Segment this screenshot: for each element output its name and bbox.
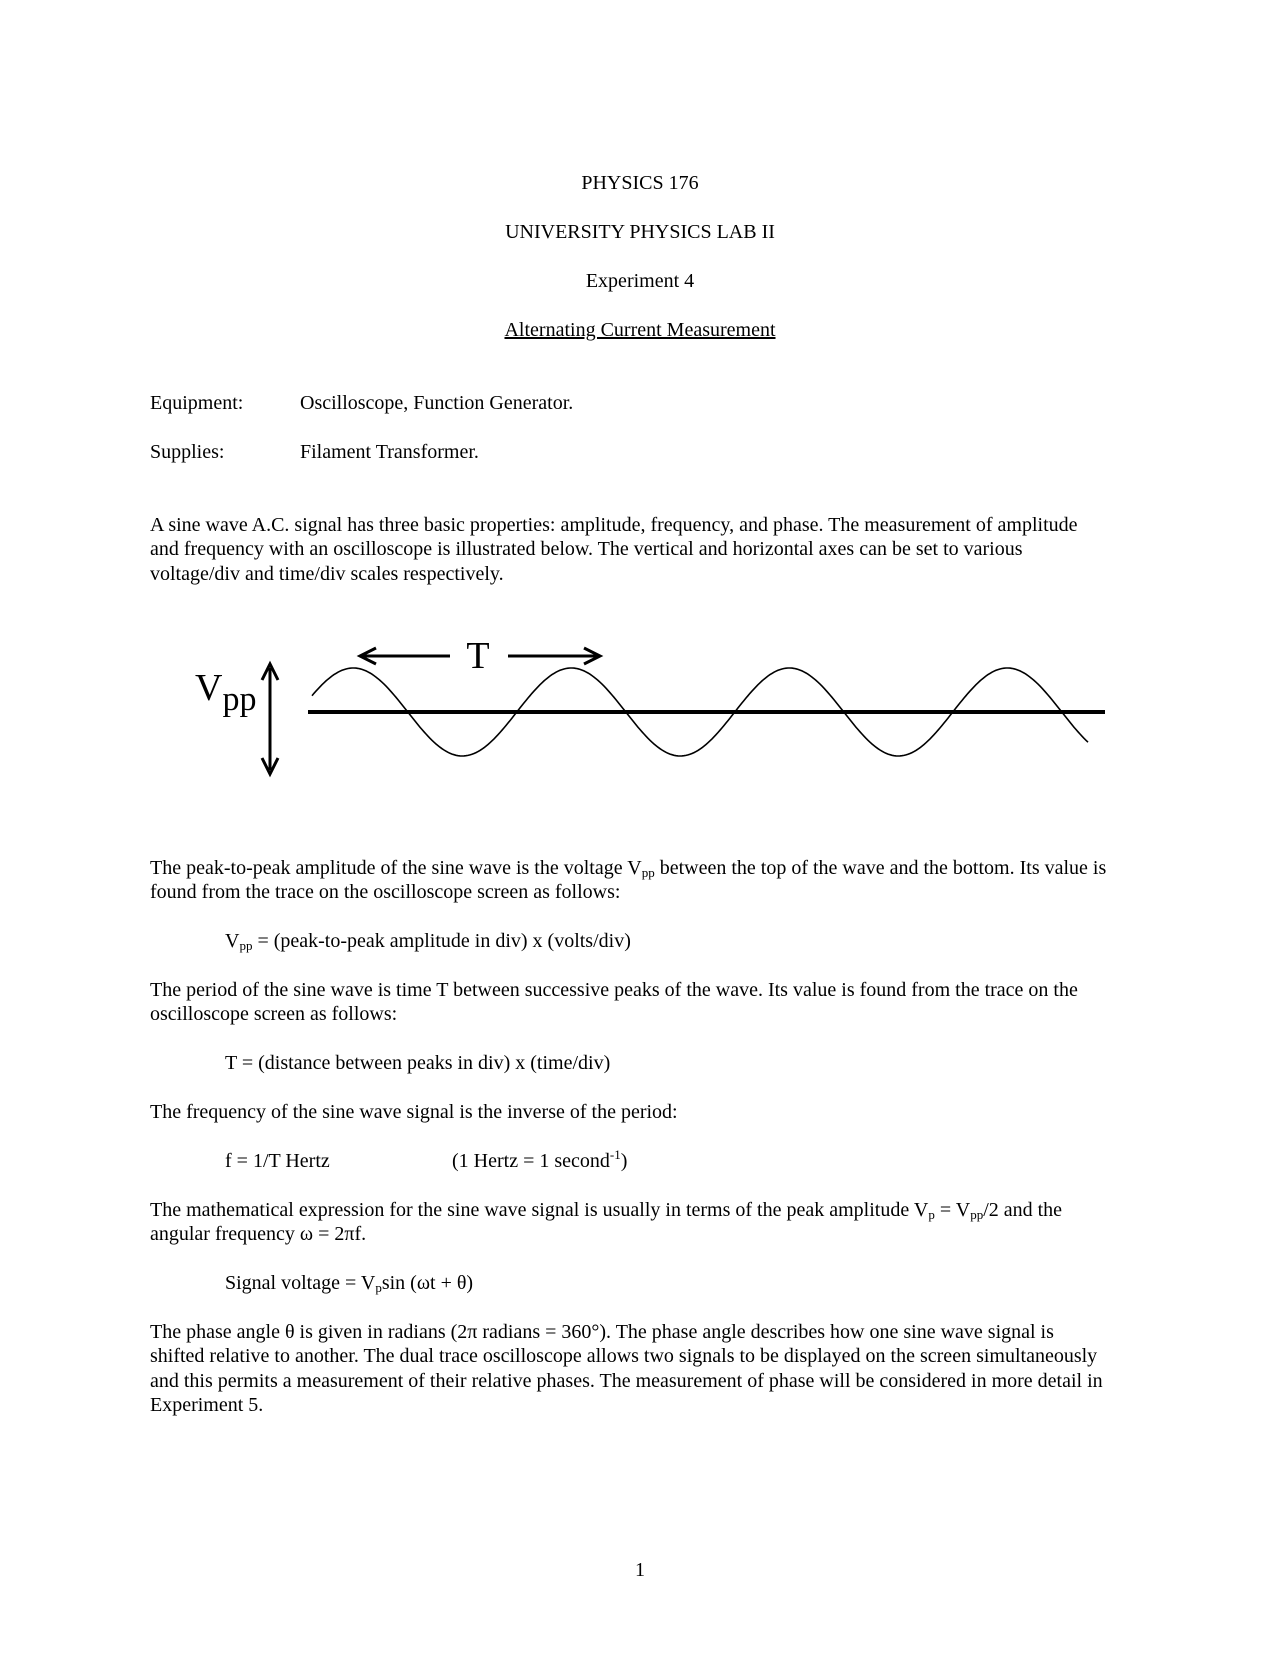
intro-paragraph: A sine wave A.C. signal has three basic properties: amplitude, frequency, and phase. The measurement of amplitude and frequency with an oscilloscope is illustrated below. The vertical and horizontal axes can be set to various voltage/div and time/div scales respectively. [150, 514, 1078, 585]
frequency-equation: f = 1/T Hertz [225, 1150, 330, 1172]
period-paragraph: The period of the sine wave is time T between successive peaks of the wave. Its value is found from the trace on the oscilloscope screen as follows: [150, 979, 1078, 1026]
signal-voltage-equation: Signal voltage = $V_p\sin$ (ωt + θ) [225, 1272, 474, 1295]
math-expression-paragraph: The mathematical expression for the sine wave signal is usually in terms of the peak amplitude $V_p = V_{pp}/2$ and the angular frequency ω = 2πf. [150, 1199, 1063, 1246]
phase-paragraph: The phase angle θ is given in radians (2π radians = 360°). The phase angle describes how one sine wave signal is shifted relative to another. The dual trace oscilloscope allows two signals to be displayed on the screen simultaneously and this permits a measurement of their relative phases. The measurement of phase will be considered in more detail in Experiment 5. [150, 1321, 1103, 1417]
supplies-label: Supplies: [150, 441, 225, 463]
equipment-value: Oscilloscope, Function Generator. [300, 392, 574, 414]
equipment-label: Equipment: [150, 392, 244, 414]
experiment-number: Experiment 4 [585, 270, 695, 292]
supplies-value: Filament Transformer. [300, 441, 479, 463]
frequency-paragraph: The frequency of the sine wave signal is the inverse of the period: [150, 1101, 678, 1123]
lab-title: UNIVERSITY PHYSICS LAB II [505, 221, 775, 243]
experiment-title [0, 318, 1280, 342]
hertz-definition: (1 Hertz = 1 second$^{-1}$) [452, 1147, 628, 1172]
vpp-equation: $V_{pp}$ = (peak-to-peak amplitude in div) x (volts/div) [225, 930, 631, 953]
period-label: T [466, 635, 490, 677]
vpp-paragraph: The peak-to-peak amplitude of the sine wave is the voltage $V_{pp}$ between the top of the wave and the bottom. Its value is found from the trace on the oscilloscope screen as follows: [150, 857, 1107, 904]
amplitude-arrow [262, 664, 278, 774]
vpp-label: Vpp [195, 667, 257, 718]
experiment-title-text: Alternating Current Measurement [504, 319, 776, 341]
sine-wave-figure [0, 620, 1280, 780]
page-number: 1 [635, 1559, 645, 1581]
period-equation: T = (distance between peaks in div) x (time/div) [225, 1052, 611, 1074]
course-title: PHYSICS 176 [581, 172, 699, 194]
